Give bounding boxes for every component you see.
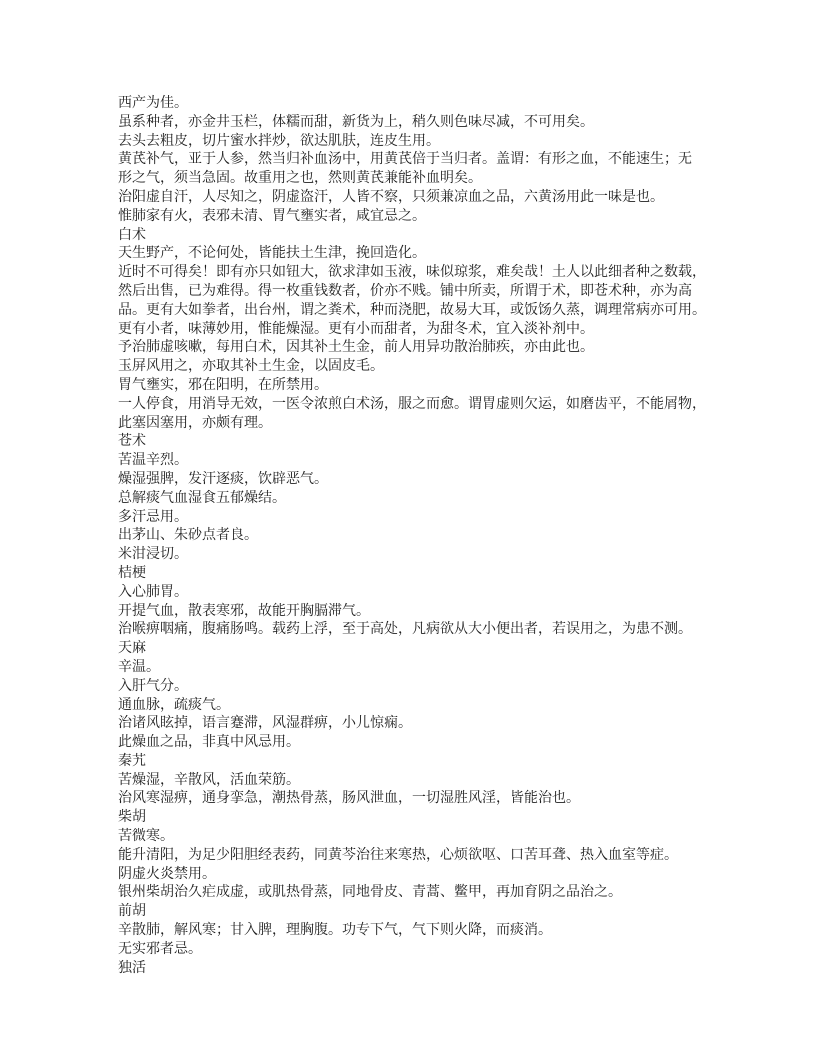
text-line: 此燥血之品，非真中风忌用。 — [118, 735, 300, 751]
text-line: 治诸风眩掉，语言蹇滞，风湿群痹，小儿惊痫。 — [118, 716, 412, 732]
text-line: 然后出售，已为难得。得一枚重钱数者，价亦不贱。铺中所卖，所谓于术，即苍术种，亦为高 — [118, 283, 692, 299]
text-line: 能升清阳，为足少阳胆经表药，同黄芩治往来寒热，心烦欲呕、口苦耳聋、热入血室等症。 — [118, 847, 678, 863]
text-line: 治风寒湿痹，通身挛急，潮热骨蒸，肠风泄血，一切湿胜风淫，皆能治也。 — [118, 791, 580, 807]
text-line: 多汗忌用。 — [118, 509, 188, 525]
text-line: 辛散肺，解风寒；甘入脾，理胸腹。功专下气，气下则火降，而痰消。 — [118, 923, 552, 939]
herb-section-heading: 桔梗 — [118, 565, 146, 581]
text-line: 更有小者，味薄妙用，惟能燥湿。更有小而甜者，为甜冬术，宜入淡补剂中。 — [118, 321, 594, 337]
text-line: 苦微寒。 — [118, 829, 174, 845]
text-line: 一人停食，用消导无效，一医令浓煎白术汤，服之而愈。谓胃虚则欠运，如磨齿平，不能屑物， — [118, 396, 706, 412]
text-line: 虽系种者，亦金井玉栏，体糯而甜，新货为上，稍久则色味尽减，不可用矣。 — [118, 114, 594, 130]
text-line: 苦燥湿，辛散风，活血荣筋。 — [118, 772, 300, 788]
text-line: 天生野产，不论何处，皆能扶土生津，挽回造化。 — [118, 246, 426, 262]
text-line: 玉屏风用之，亦取其补土生金，以固皮毛。 — [118, 359, 384, 375]
text-line: 通血脉，疏痰气。 — [118, 697, 230, 713]
text-line: 惟肺家有火，表邪未清、胃气壅实者，咸宜忌之。 — [118, 208, 426, 224]
text-line: 辛温。 — [118, 659, 160, 675]
herb-section-heading: 天麻 — [118, 641, 146, 657]
herb-section-heading: 白术 — [118, 227, 146, 243]
text-line: 治阳虚自汗，人尽知之，阴虚盗汗，人皆不察，只须兼凉血之品，六黄汤用此一味是也。 — [118, 189, 664, 205]
herb-section-heading: 苍术 — [118, 434, 146, 450]
text-line: 形之气，须当急固。故重用之也，然则黄芪兼能补血明矣。 — [118, 171, 482, 187]
text-line: 近时不可得矣！即有亦只如钮大，欲求津如玉液，味似琼浆，难矣哉！土人以此细者种之数载， — [118, 265, 706, 281]
text-line: 胃气壅实，邪在阳明，在所禁用。 — [118, 377, 328, 393]
document-content — [118, 95, 706, 978]
text-line: 治喉痹咽痛，腹痛肠鸣。载药上浮，至于高处，凡病欲从大小便出者，若误用之，为患不测。 — [118, 622, 692, 638]
text-line: 出茅山、朱砂点者良。 — [118, 528, 258, 544]
text-line: 黄芪补气，亚于人参，然当归补血汤中，用黄芪倍于当归者。盖谓：有形之血，不能速生；无 — [118, 152, 692, 168]
text-line: 总解痰气血湿食五郁燥结。 — [118, 490, 286, 506]
text-line: 品。更有大如拳者，出台州，谓之粪术，种而浇肥，故易大耳，或饭饧久蒸，调理常病亦可用。 — [118, 302, 706, 318]
text-line: 阴虚火炎禁用。 — [118, 866, 216, 882]
text-line: 无实邪者忌。 — [118, 941, 202, 957]
text-line: 入心肺胃。 — [118, 584, 188, 600]
text-line: 苦温辛烈。 — [118, 453, 188, 469]
text-line: 去头去粗皮，切片蜜水拌炒，欲达肌肤，连皮生用。 — [118, 133, 440, 149]
herb-section-heading: 前胡 — [118, 904, 146, 920]
text-line: 西产为佳。 — [118, 96, 188, 111]
text-line: 银州柴胡治久疟成虚，或肌热骨蒸，同地骨皮、青蒿、鳖甲，再加育阴之品治之。 — [118, 885, 622, 901]
herb-section-heading: 秦艽 — [118, 753, 146, 769]
text-line: 予治肺虚咳嗽，每用白术，因其补土生金，前人用异功散治肺疾，亦由此也。 — [118, 340, 594, 356]
text-line: 开提气血，散表寒邪，故能开胸膈滞气。 — [118, 603, 370, 619]
text-line: 米泔浸切。 — [118, 547, 188, 563]
herb-section-heading: 独活 — [118, 960, 146, 976]
text-line: 入肝气分。 — [118, 678, 188, 694]
text-line: 燥湿强脾，发汗逐痰，饮辟恶气。 — [118, 471, 328, 487]
herb-section-heading: 柴胡 — [118, 810, 146, 826]
text-line: 此塞因塞用，亦颇有理。 — [118, 415, 272, 431]
